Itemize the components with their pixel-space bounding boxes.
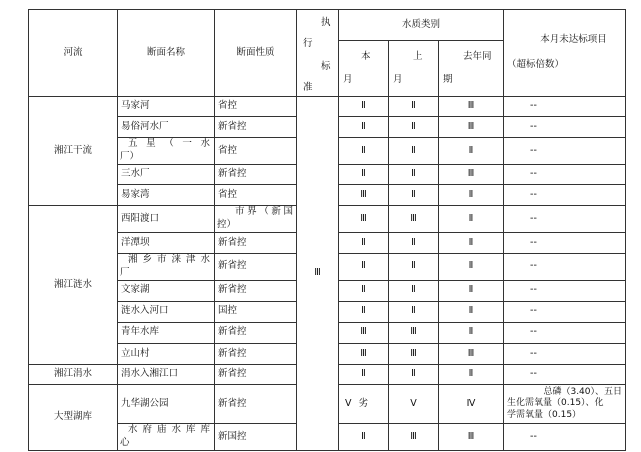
last-month-cell: Ⅱ: [389, 165, 439, 185]
this-month-cell: Ⅱ: [339, 424, 389, 451]
section-name-cell: [118, 280, 215, 301]
section-type-cell: [215, 301, 297, 322]
exceed-cell: [504, 343, 626, 364]
exceed-line: 学需氧量（0.15）: [507, 409, 582, 420]
river-cell: 湘江干流: [29, 97, 118, 206]
exceed-text: --: [530, 368, 537, 380]
section-type-text: 新省控: [218, 284, 247, 296]
last-year-cell: Ⅱ: [439, 138, 504, 165]
this-month-cell: Ⅱ: [339, 138, 389, 165]
last-year-cell: Ⅱ: [439, 232, 504, 253]
section-name-line: 厂）: [120, 151, 140, 163]
exceed-text: --: [530, 120, 537, 132]
section-name-cell: [118, 343, 215, 364]
exceed-cell: [504, 301, 626, 322]
section-type-cell: [215, 117, 297, 138]
water-quality-table: [28, 9, 626, 451]
last-year-cell: Ⅱ: [439, 206, 504, 233]
exceed-cell: [504, 206, 626, 233]
exceed-cell: [504, 232, 626, 253]
header-river: 河流: [29, 10, 118, 97]
exceed-text: --: [530, 100, 537, 112]
header-this-month: [339, 41, 389, 97]
section-name-line: 心: [120, 437, 130, 449]
exceed-cell: [504, 322, 626, 343]
last-month-cell: Ⅱ: [389, 117, 439, 138]
section-type-cell: [215, 254, 297, 281]
last-year-cell: Ⅲ: [439, 165, 504, 185]
table-body: [29, 10, 626, 451]
section-name-cell: [118, 385, 215, 424]
standard-cell: Ⅲ: [297, 97, 339, 451]
header-standard: [297, 10, 339, 97]
section-name-cell: [118, 97, 215, 117]
section-name-line: 厂: [120, 266, 130, 278]
last-month-cell: Ⅲ: [389, 206, 439, 233]
last-month-cell: Ⅱ: [389, 301, 439, 322]
header-exceed-sub: （超标倍数）: [507, 59, 565, 71]
section-name-cell: [118, 165, 215, 185]
last-year-cell: Ⅲ: [439, 97, 504, 117]
exceed-text: --: [530, 236, 537, 248]
section-type-text: 新省控: [218, 168, 247, 180]
header-last-year-2: 期: [443, 74, 453, 86]
exceed-text: --: [530, 212, 537, 224]
section-type-cell: [215, 385, 297, 424]
header-exceed: [504, 10, 626, 97]
section-type-cell: [215, 280, 297, 301]
exceed-text: --: [530, 326, 537, 338]
section-name-cell: [118, 364, 215, 384]
table-row: [29, 97, 626, 117]
section-name-text: 洋潭坝: [121, 236, 150, 248]
this-month-cell: Ⅱ: [339, 364, 389, 384]
section-type-text: 新省控: [218, 120, 247, 132]
last-year-cell: Ⅲ: [439, 424, 504, 451]
last-month-cell: Ⅱ: [389, 185, 439, 206]
section-type-cell: [215, 138, 297, 165]
header-section-name: 断面名称: [118, 10, 215, 97]
last-month-cell: Ⅱ: [389, 280, 439, 301]
exceed-cell: [504, 280, 626, 301]
section-type-cell: [215, 185, 297, 206]
section-type-text: 省控: [218, 188, 238, 200]
this-month-cell: Ⅲ: [339, 185, 389, 206]
section-name-text: 西阳渡口: [121, 212, 160, 224]
section-name-text: 立山村: [121, 347, 150, 359]
exceed-line: 生化需氧量（0.15）、化: [507, 398, 604, 409]
exceed-text: --: [530, 305, 537, 317]
exceed-text: --: [530, 347, 537, 359]
last-month-cell: Ⅲ: [389, 424, 439, 451]
section-name-cell: [118, 424, 215, 451]
header-standard-2: 行: [303, 38, 313, 49]
section-name-line: 水府庙水库库: [128, 424, 210, 436]
section-name-cell: [118, 301, 215, 322]
last-month-cell: Ⅱ: [389, 232, 439, 253]
section-type-cell: [215, 206, 297, 233]
section-name-cell: [118, 254, 215, 281]
header-category: 水质类别: [339, 10, 504, 41]
exceed-cell: [504, 138, 626, 165]
section-type-text: 省控: [218, 100, 238, 112]
last-year-cell: Ⅲ: [439, 117, 504, 138]
section-name-cell: [118, 232, 215, 253]
section-type-cell: [215, 322, 297, 343]
header-section-type: 断面性质: [215, 10, 297, 97]
last-month-cell: Ⅱ: [389, 364, 439, 384]
last-month-cell: Ⅴ: [389, 385, 439, 424]
last-year-cell: Ⅱ: [439, 280, 504, 301]
exceed-cell: [504, 385, 626, 424]
exceed-text: --: [530, 144, 537, 156]
last-year-cell: Ⅲ: [439, 343, 504, 364]
section-type-cell: [215, 165, 297, 185]
section-type-cell: [215, 97, 297, 117]
exceed-cell: [504, 424, 626, 451]
this-month-cell: Ⅱ: [339, 232, 389, 253]
header-last-month: [389, 41, 439, 97]
last-month-cell: Ⅱ: [389, 97, 439, 117]
exceed-cell: [504, 97, 626, 117]
section-name-cell: [118, 117, 215, 138]
last-year-cell: Ⅳ: [439, 385, 504, 424]
section-name-cell: [118, 185, 215, 206]
section-name-text: 三水厂: [121, 168, 150, 180]
header-last-month-1: 上: [413, 51, 423, 63]
header-standard-3: 标: [321, 61, 331, 72]
section-type-text: 新省控: [218, 397, 247, 409]
section-name-line: 湘乡市涞津水: [128, 254, 210, 266]
exceed-text: --: [530, 284, 537, 296]
last-year-cell: Ⅱ: [439, 364, 504, 384]
section-type-text: 新省控: [218, 260, 247, 272]
last-month-cell: Ⅱ: [389, 254, 439, 281]
header-standard-1: 执: [321, 17, 331, 28]
header-exceed-title: 本月未达标项目: [540, 34, 607, 46]
river-cell: 湘江涟水: [29, 206, 118, 365]
section-name-cell: [118, 322, 215, 343]
this-month-cell: Ⅱ: [339, 117, 389, 138]
section-name-cell: [118, 138, 215, 165]
section-name-text: 九华湖公园: [121, 397, 169, 409]
section-name-cell: [118, 206, 215, 233]
section-name-text: 青年水库: [121, 326, 160, 338]
last-year-cell: Ⅱ: [439, 301, 504, 322]
section-type-text: 国控: [218, 305, 238, 317]
last-month-cell: Ⅱ: [389, 138, 439, 165]
exceed-cell: [504, 117, 626, 138]
river-cell: 湘江涓水: [29, 364, 118, 384]
last-year-cell: Ⅱ: [439, 185, 504, 206]
last-year-cell: Ⅱ: [439, 322, 504, 343]
section-type-cell: [215, 424, 297, 451]
section-name-line: 五 星 （ 一 水: [128, 138, 210, 150]
exceed-cell: [504, 254, 626, 281]
section-type-line: 控）: [217, 219, 237, 231]
last-year-cell: Ⅱ: [439, 254, 504, 281]
section-name-text: 易俗河水厂: [121, 120, 169, 132]
river-cell: 大型湖库: [29, 385, 118, 451]
exceed-cell: [504, 364, 626, 384]
section-name-text: 涟水入河口: [121, 305, 169, 317]
section-type-text: 新省控: [218, 347, 247, 359]
exceed-text: --: [530, 260, 537, 272]
section-type-text: 新省控: [218, 326, 247, 338]
section-name-text: 易家湾: [121, 188, 150, 200]
exceed-text: --: [530, 168, 537, 180]
section-type-text: 新国控: [218, 430, 247, 442]
header-standard-4: 准: [303, 82, 313, 93]
exceed-cell: [504, 185, 626, 206]
exceed-cell: [504, 165, 626, 185]
exceed-line: 总磷（3.40）、五日: [543, 387, 623, 398]
this-month-cell: Ⅱ: [339, 301, 389, 322]
header-last-year-1: 去年同: [463, 51, 492, 63]
section-type-text: 新省控: [218, 368, 247, 380]
this-month-cell: Ⅲ: [339, 206, 389, 233]
last-month-cell: Ⅲ: [389, 322, 439, 343]
section-type-cell: [215, 364, 297, 384]
exceed-text: --: [530, 188, 537, 200]
this-month-cell: Ⅱ: [339, 97, 389, 117]
section-type-cell: [215, 232, 297, 253]
section-name-text: 涓水入湘江口: [121, 368, 179, 380]
section-name-text: 马家河: [121, 100, 150, 112]
this-month-cell: Ⅲ: [339, 322, 389, 343]
last-month-cell: Ⅲ: [389, 343, 439, 364]
section-name-text: 文家湖: [121, 284, 150, 296]
section-type-line: 市界（新国: [235, 206, 293, 218]
this-month-cell: Ⅱ: [339, 280, 389, 301]
this-month-cell: Ⅱ: [339, 165, 389, 185]
header-last-month-2: 月: [393, 74, 403, 86]
section-type-text: 省控: [218, 144, 238, 156]
section-type-cell: [215, 343, 297, 364]
header-this-month-2: 月: [343, 74, 353, 86]
section-type-text: 新省控: [218, 236, 247, 248]
header-this-month-1: 本: [361, 51, 371, 63]
this-month-cell: Ⅴ 劣: [339, 385, 389, 424]
exceed-text: --: [530, 430, 537, 442]
this-month-cell: Ⅱ: [339, 254, 389, 281]
this-month-cell: Ⅲ: [339, 343, 389, 364]
header-last-year: [439, 41, 504, 97]
